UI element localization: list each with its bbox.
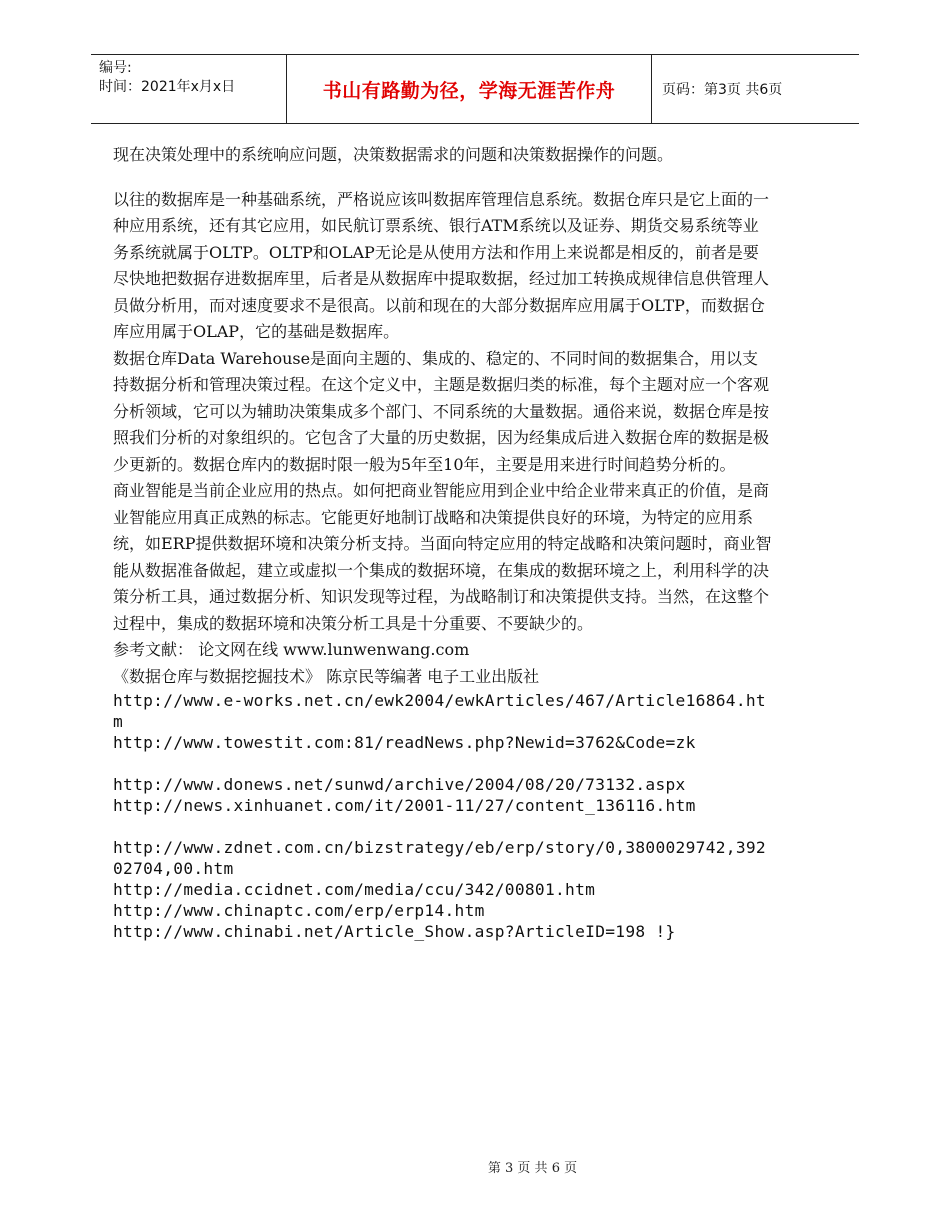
reference-url[interactable]: http://media.ccidnet.com/media/ccu/342/00801.htm xyxy=(113,880,596,899)
paragraph-business-intelligence: 商业智能是当前企业应用的热点。如何把商业智能应用到企业中给企业带来真正的价值，是商业智能应用真正成熟的标志。它能更好地制订战略和决策提供良好的环境，为特定的应用系统，如ERP提供数据环境和决策分析支持。当面向特定应用的特定战略和决策问题时，商业智能从数据准备做起，建立或虚拟一个集成的数据环境，在集成的数据环境之上，利用科学的决策分析工具，通过数据分析、知识发现等过程，为战略制订和决策提供支持。当然，在这整个过程中，集成的数据环境和决策分析工具是十分重要、不要缺少的。 xyxy=(113,481,772,633)
page-footer: 第 3 页 共 6 页 xyxy=(487,1161,578,1176)
reference-url[interactable]: http://news.xinhuanet.com/it/2001-11/27/content_136116.htm xyxy=(113,796,696,815)
reference-url[interactable]: http://www.chinaptc.com/erp/erp14.htm xyxy=(113,901,485,920)
paragraph-intro: 现在决策处理中的系统响应问题，决策数据需求的问题和决策数据操作的问题。 xyxy=(113,145,674,164)
references-book: 《数据仓库与数据挖掘技术》 陈京民等编著 电子工业出版社 xyxy=(113,666,540,686)
time-label: 时间：2021年x月x日 xyxy=(99,79,236,95)
reference-url[interactable]: http://www.zdnet.com.cn/bizstrategy/eb/erp/story/0,3800029742,39202704,00.htm xyxy=(113,838,766,878)
document-body xyxy=(113,142,773,942)
header-meta xyxy=(91,55,286,123)
paragraph-database: 以往的数据库是一种基础系统，严格说应该叫数据库管理信息系统。数据仓库只是它上面的一种应用系统，还有其它应用，如民航订票系统、银行ATM系统以及证券、期货交易系统等业务系统就属于OLTP。OLTP和OLAP无论是从使用方法和作用上来说都是相反的，前者是要尽快地把数据存进数据库里，后者是从数据库中提取数据，经过加工转换成规律信息供管理人员做分析用，而对速度要求不是很高。以前和现在的大部分数据库应用属于OLTP，而数据仓库应用属于OLAP，它的基础是数据库。 xyxy=(113,189,770,341)
serial-label: 编号: xyxy=(99,60,132,76)
reference-url[interactable]: http://www.donews.net/sunwd/archive/2004/08/20/73132.aspx xyxy=(113,775,686,794)
header-motto: 书山有路勤为径，学海无涯苦作舟 xyxy=(286,55,652,123)
references-intro: 参考文献： 论文网在线 www.lunwenwang.com xyxy=(113,640,470,659)
paragraph-data-warehouse: 数据仓库Data Warehouse是面向主题的、集成的、稳定的、不同时间的数据集合，用以支持数据分析和管理决策过程。在这个定义中，主题是数据归类的标准，每个主题对应一个客观分析领域，它可以为辅助决策集成多个部门、不同系统的大量数据。通俗来说，数据仓库是按照我们分析的对象组织的。它包含了大量的历史数据，因为经集成后进入数据仓库的数据是极少更新的。数据仓库内的数据时限一般为5年至10年，主要是用来进行时间趋势分析的。 xyxy=(113,348,770,474)
page-header xyxy=(91,54,859,124)
reference-url[interactable]: http://www.chinabi.net/Article_Show.asp?ArticleID=198 !} xyxy=(113,922,676,941)
reference-url[interactable]: http://www.towestit.com:81/readNews.php?Newid=3762&Code=zk xyxy=(113,733,696,752)
reference-url[interactable]: http://www.e-works.net.cn/ewk2004/ewkArticles/467/Article16864.htm xyxy=(113,691,766,731)
header-page-info: 页码：第3页 共6页 xyxy=(662,82,783,98)
